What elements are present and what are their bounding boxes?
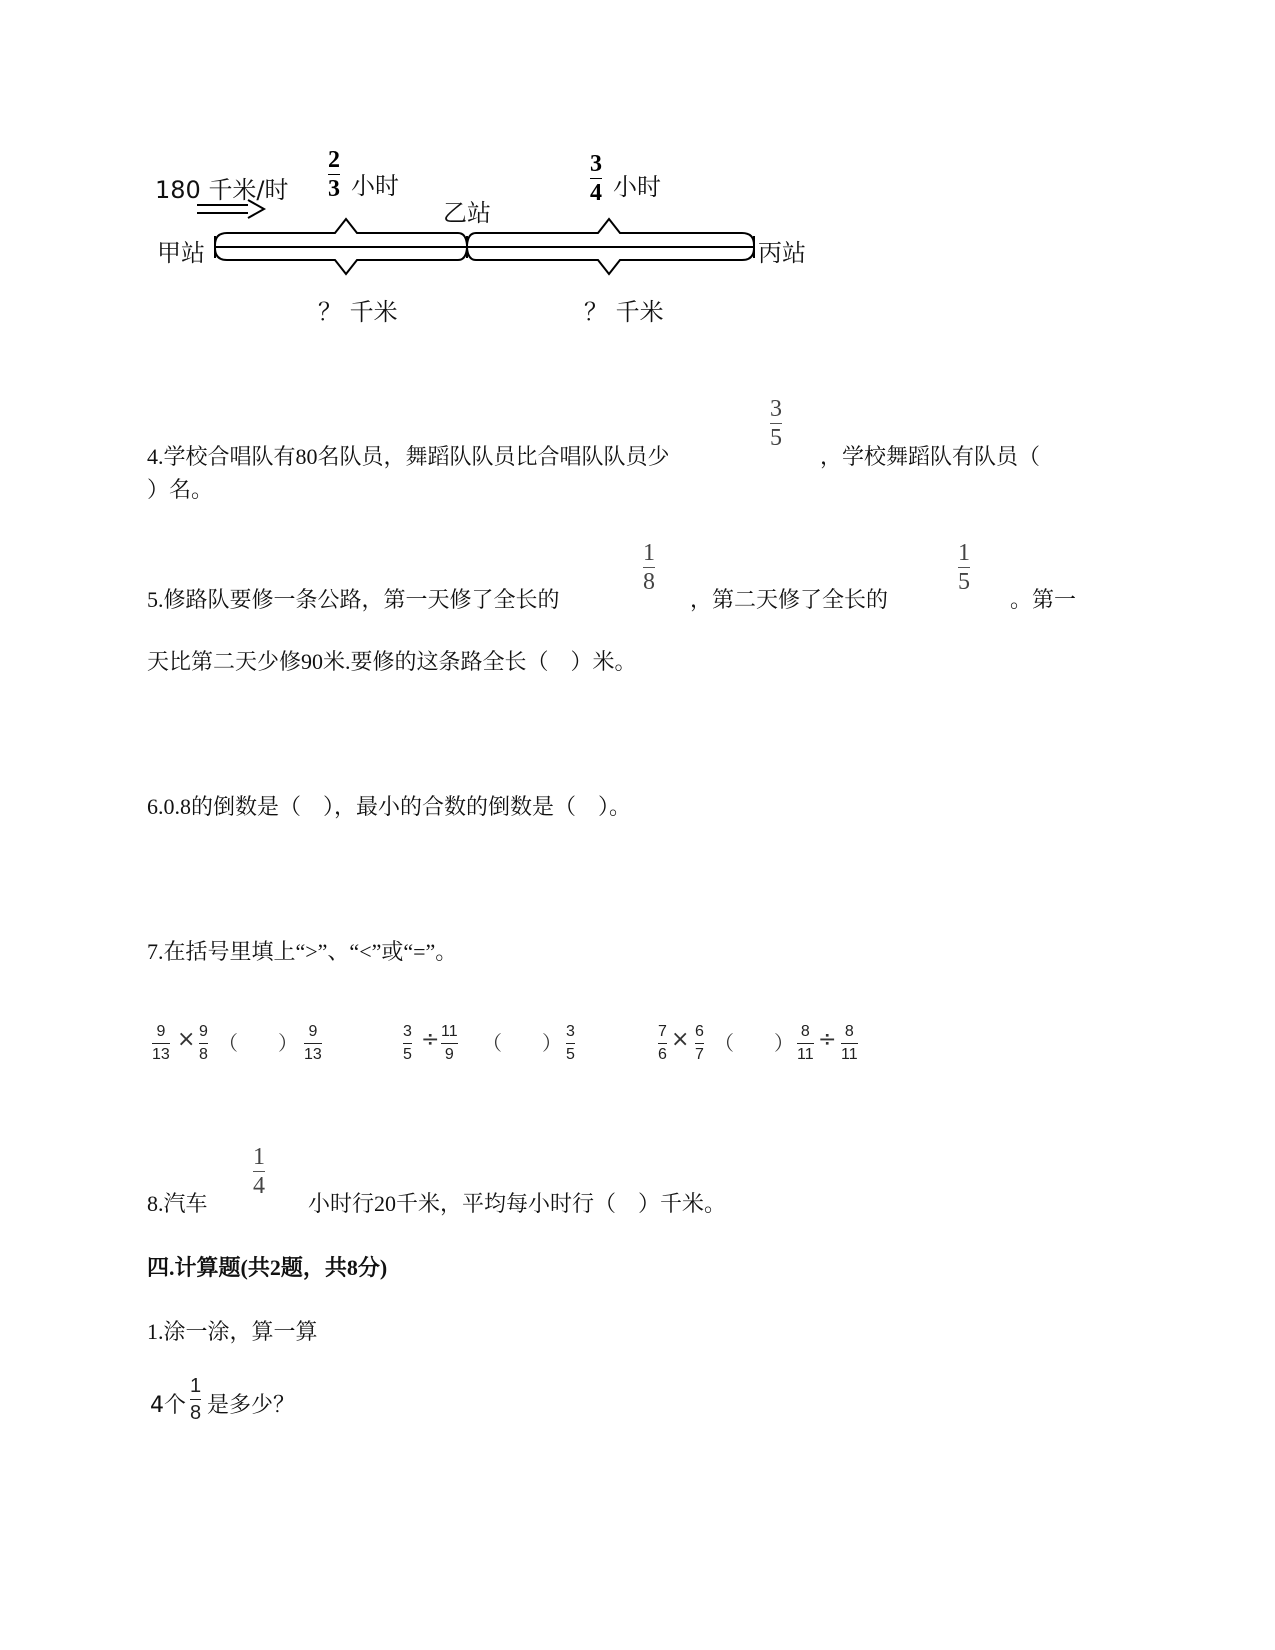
station-c-label: 丙站 [758,239,806,267]
fraction-denominator: 8 [643,569,655,595]
q8-fraction [253,1145,265,1198]
q1-sub-fraction [190,1376,201,1423]
fraction-denominator: 13 [152,1046,170,1063]
q4-text-b: ，学校舞蹈队有队员（ [820,444,1041,469]
q4-text-c: ）名。 [147,477,214,502]
fraction-denominator: 5 [566,1046,575,1063]
q7-2-left-frac-a [403,1024,412,1063]
q7-1-operator: × [177,1027,196,1052]
fraction-denominator: 4 [590,180,602,206]
fraction-denominator: 11 [841,1046,858,1063]
speed-label: 180 千米/时 [155,176,289,204]
q7-3-left-frac-b [695,1024,704,1063]
fraction-numerator: 11 [441,1023,458,1040]
fraction-numerator: 9 [156,1023,166,1040]
q7-1-left-frac-b [199,1024,208,1063]
question-6: 6.0.8的倒数是（ ），最小的合数的倒数是（ ）。 [147,794,632,819]
fraction-numerator: 3 [590,151,602,177]
q5-text-c: 。第一 [1010,587,1077,612]
seg1-time-unit: 小时 [351,172,399,200]
seg1-time-fraction [328,148,340,201]
q5-text-a: 5.修路队要修一条公路，第一天修了全长的 [147,587,560,612]
q7-3-left-frac-a [658,1024,667,1063]
q7-1-answer-parens[interactable]: （ ） [218,1031,298,1055]
q4-text-a: 4.学校合唱队有80名队员，舞蹈队队员比合唱队队员少 [147,444,670,469]
fraction-numerator: 3 [403,1023,412,1040]
q5-text-b: ，第二天修了全长的 [690,587,889,612]
q7-3-right-frac-a [797,1024,814,1063]
q4-fraction [770,397,782,450]
q7-3-answer-parens[interactable]: （ ） [714,1031,794,1055]
fraction-numerator: 8 [800,1023,810,1040]
station-b-label: 乙站 [443,199,491,227]
fraction-numerator: 6 [695,1023,704,1040]
seg2-time-fraction [590,152,602,205]
fraction-numerator: 7 [658,1023,667,1040]
q7-3-operator: × [671,1027,690,1052]
q5-fraction-1 [643,541,655,594]
fraction-numerator: 2 [328,147,340,173]
section4-question-1: 1.涂一涂，算一算 [147,1319,318,1344]
q5-text-d: 天比第二天少修90米.要修的这条路全长（ ）米。 [147,649,637,674]
question-7: 7.在括号里填上“>”、“<”或“=”。 [147,939,458,964]
fraction-numerator: 1 [190,1375,202,1397]
q8-text-a: 8.汽车 [147,1191,208,1216]
section-heading: 四.计算题(共2题，共8分) [147,1255,388,1280]
seg1-distance-label: ？ 千米 [318,298,398,326]
q7-2-left-frac-b [441,1024,458,1063]
fraction-denominator: 7 [695,1046,704,1063]
fraction-denominator: 5 [770,425,782,451]
q7-3-right-operator: ÷ [818,1027,837,1052]
fraction-denominator: 6 [658,1046,667,1063]
fraction-numerator: 1 [643,540,655,566]
q7-1-right-frac [304,1024,322,1063]
fraction-numerator: 1 [253,1144,265,1170]
fraction-denominator: 3 [328,176,340,202]
fraction-denominator: 4 [253,1173,265,1199]
q7-3-right-frac-b [841,1024,858,1063]
seg2-time-unit: 小时 [613,173,661,201]
fraction-numerator: 3 [770,396,782,422]
q7-2-answer-parens[interactable]: （ ） [482,1031,562,1055]
fraction-numerator: 3 [566,1023,575,1040]
fraction-denominator: 5 [958,569,970,595]
fraction-denominator: 13 [304,1046,322,1063]
q5-fraction-2 [958,541,970,594]
q7-2-operator: ÷ [421,1027,440,1052]
fraction-numerator: 8 [844,1023,854,1040]
fraction-numerator: 9 [199,1023,208,1040]
seg2-distance-label: ？ 千米 [584,298,664,326]
fraction-denominator: 8 [199,1046,208,1063]
fraction-denominator: 11 [797,1046,814,1063]
fraction-numerator: 1 [958,540,970,566]
q1-sub-pre: 4个 [150,1393,186,1418]
fraction-denominator: 5 [403,1046,412,1063]
fraction-denominator: 9 [444,1046,454,1063]
q1-sub-post: 是多少？ [207,1393,296,1418]
station-a-label: 甲站 [157,239,205,267]
q7-1-left-frac-a [152,1024,170,1063]
fraction-denominator: 8 [190,1402,202,1424]
fraction-numerator: 9 [308,1023,318,1040]
q7-2-right-frac [566,1024,575,1063]
q8-text-b: 小时行20千米，平均每小时行（ ）千米。 [308,1191,727,1216]
